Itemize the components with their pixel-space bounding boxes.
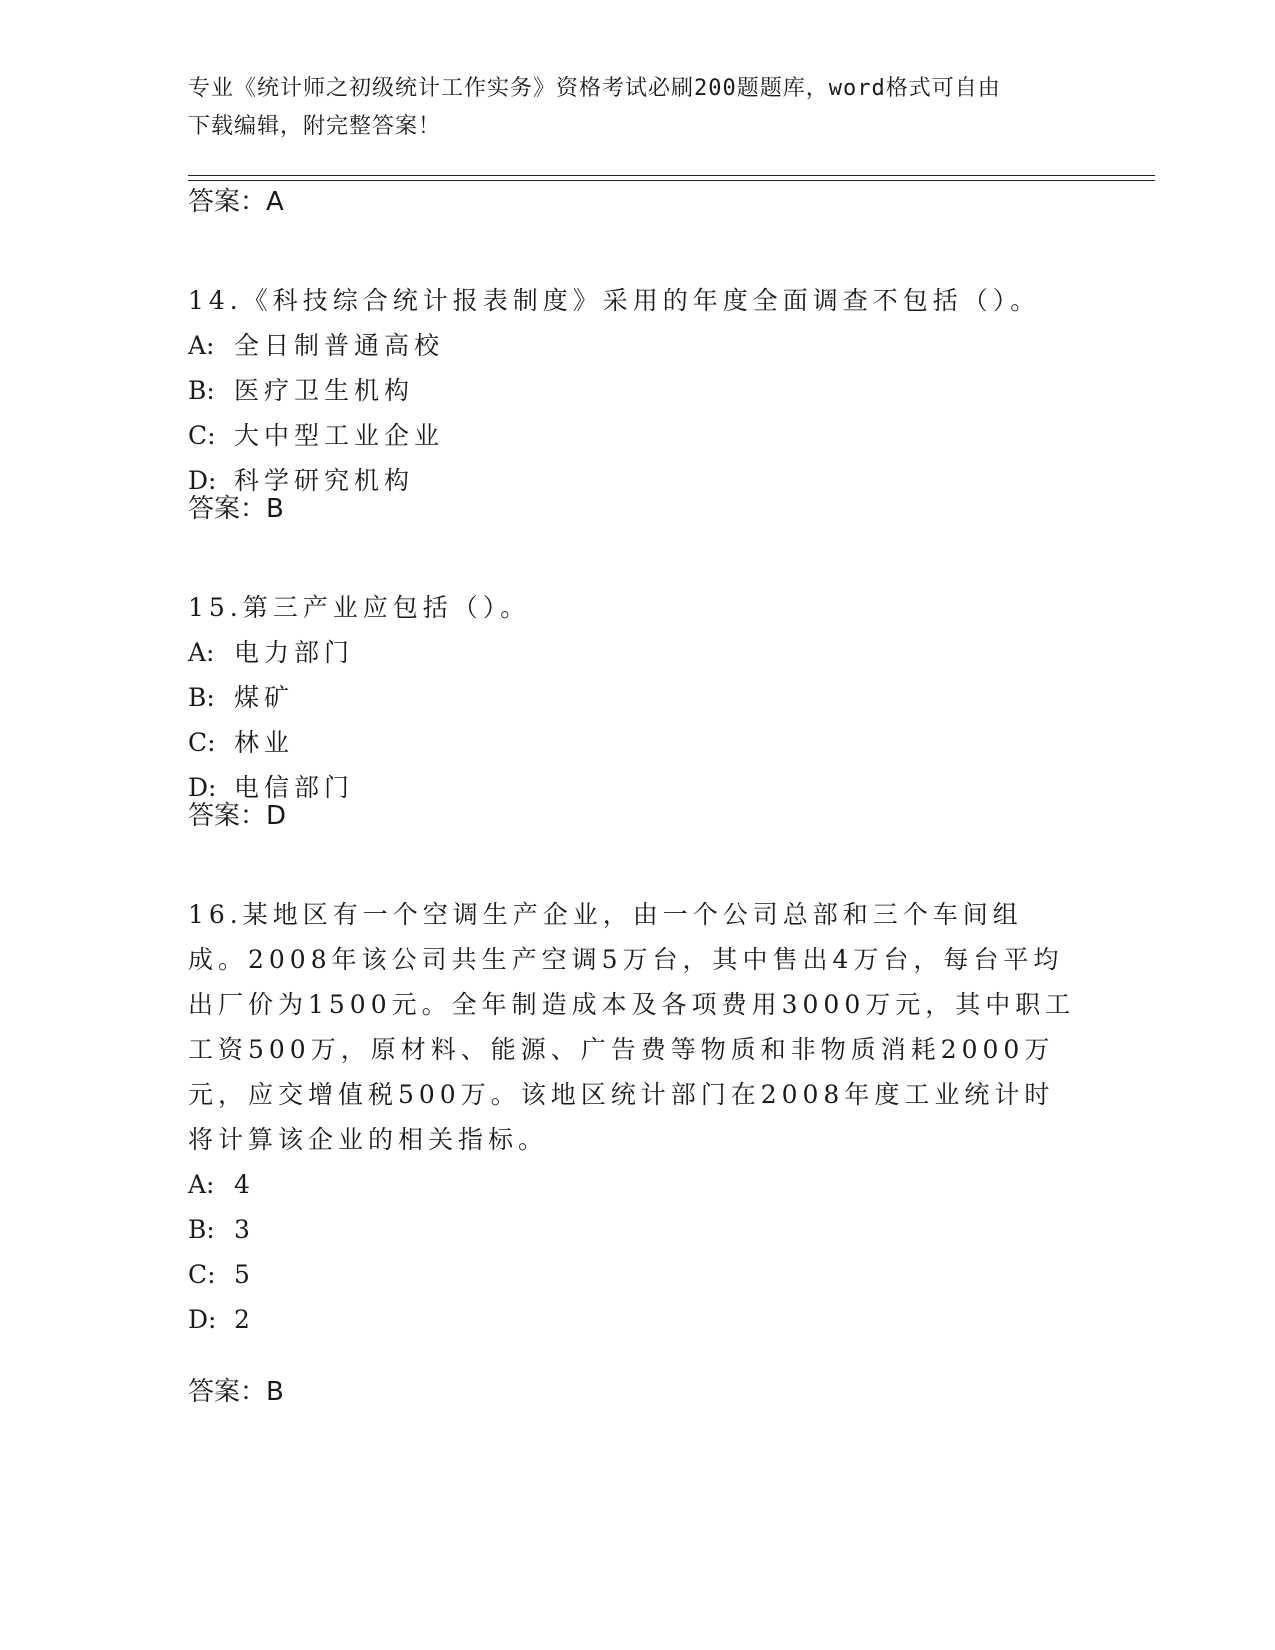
answer-label: 答案：B: [188, 1377, 284, 1407]
option-text: 煤矿: [234, 683, 295, 712]
option-a: [188, 1162, 1078, 1207]
answer-label: 答案：A: [188, 187, 284, 217]
option-letter: A:: [188, 331, 215, 360]
option-letter: C:: [188, 728, 216, 757]
question-16: [188, 892, 1078, 1342]
option-d: [188, 458, 1078, 503]
option-c: [188, 413, 1078, 458]
header-divider-top: [188, 175, 1155, 176]
option-text: 林业: [234, 728, 295, 757]
question-14: [188, 278, 1078, 503]
option-letter: C:: [188, 1260, 216, 1289]
option-c: [188, 1252, 1078, 1297]
option-letter: B:: [188, 683, 215, 712]
answer-label: 答案：B: [188, 494, 284, 524]
answer-label: 答案：D: [188, 801, 287, 831]
option-a: [188, 630, 1078, 675]
option-text: 电力部门: [234, 638, 355, 667]
option-text: 科学研究机构: [234, 466, 415, 495]
option-b: [188, 675, 1078, 720]
header-line-1: 专业《统计师之初级统计工作实务》资格考试必刷200题题库，word格式可自由: [188, 76, 1001, 101]
option-b: [188, 368, 1078, 413]
option-c: [188, 720, 1078, 765]
question-stem: 15.第三产业应包括（）。: [188, 593, 531, 622]
option-letter: D:: [188, 1305, 217, 1334]
option-letter: A:: [188, 638, 215, 667]
option-letter: A:: [188, 1170, 215, 1199]
header-line-2: 下载编辑，附完整答案！: [188, 114, 442, 139]
option-letter: C:: [188, 421, 216, 450]
question-stem: 14.《科技综合统计报表制度》采用的年度全面调查不包括（）。: [188, 286, 1041, 315]
option-text: 4: [234, 1170, 255, 1199]
option-text: 全日制普通高校: [234, 331, 445, 360]
option-d: [188, 765, 1078, 810]
question-stem: 16.某地区有一个空调生产企业，由一个公司总部和三个车间组成。2008年该公司共生产空调5万台，其中售出4万台，每台平均出厂价为1500元。全年制造成本及各项费用3000万元，其中职工工资500万，原材料、能源、广告费等物质和非物质消耗2000万元，应交增值税500万。该地区统计部门在2008年度工业统计时将计算该企业的相关指标。: [188, 900, 1076, 1154]
option-text: 医疗卫生机构: [234, 376, 415, 405]
option-text: 大中型工业企业: [234, 421, 445, 450]
option-a: [188, 323, 1078, 368]
header-divider-bottom: [188, 180, 1155, 181]
option-letter: D:: [188, 466, 217, 495]
option-b: [188, 1207, 1078, 1252]
option-letter: B:: [188, 376, 215, 405]
option-letter: D:: [188, 773, 217, 802]
option-letter: B:: [188, 1215, 215, 1244]
document-header: [188, 70, 1068, 146]
option-text: 2: [234, 1305, 255, 1334]
option-text: 3: [234, 1215, 255, 1244]
option-text: 电信部门: [234, 773, 355, 802]
option-d: [188, 1297, 1078, 1342]
question-15: [188, 585, 1078, 810]
option-text: 5: [234, 1260, 255, 1289]
